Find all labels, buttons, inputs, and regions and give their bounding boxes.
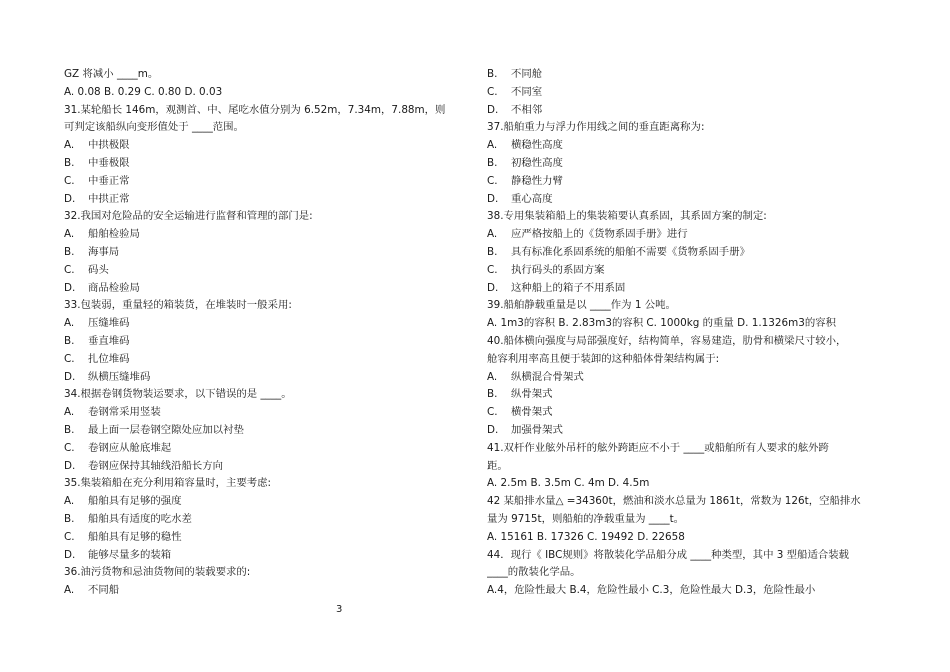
option-line	[64, 511, 474, 529]
option-letter: B.	[487, 156, 498, 169]
option-text: 船舶具有足够的稳性	[88, 530, 182, 543]
option-text: 纵横压缝堆码	[88, 370, 151, 383]
option-letter: D.	[64, 192, 76, 205]
option-letter: B.	[487, 68, 498, 80]
option-text: 扎位堆码	[88, 352, 130, 365]
option-letter: B.	[64, 156, 75, 169]
option-letter: C.	[487, 174, 498, 187]
option-letter: B.	[487, 245, 498, 258]
option-text: 中垂极限	[88, 156, 130, 169]
option-letter: A.	[64, 228, 75, 241]
option-text: 海事局	[88, 245, 120, 258]
option-text: 中拱正常	[88, 192, 130, 205]
option-text: 卷钢应保持其轴线沿船长方向	[88, 459, 224, 472]
question-line: 可判定该船纵向变形值处于 ____范围。	[64, 121, 244, 134]
option-letter: A.	[64, 139, 75, 152]
option-text: 具有标准化系固系统的船舶不需要《货物系固手册》	[511, 245, 750, 258]
option-text: 纵横混合骨架式	[511, 370, 584, 383]
question-line: 42 某船排水量△ =34360t，燃油和淡水总量为 1861t，常数为 126t，空船排水	[487, 495, 861, 508]
option-line	[487, 422, 887, 440]
option-line	[64, 351, 474, 369]
option-line	[487, 173, 887, 191]
option-letter: A.	[487, 139, 498, 152]
question-line: A. 1m3的容积 B. 2.83m3的容积 C. 1000kg 的重量 D. 1.1326m3的容积	[487, 317, 836, 330]
option-text: 垂直堆码	[88, 334, 130, 347]
option-line	[64, 173, 474, 191]
option-line	[487, 386, 887, 404]
option-line	[64, 155, 474, 173]
option-line	[64, 369, 474, 387]
question-line: 量为 9715t，则船舶的净载重量为 ____t。	[487, 512, 685, 525]
option-line	[64, 582, 474, 600]
option-line	[64, 404, 474, 422]
option-text: 压缝堆码	[88, 317, 130, 330]
option-text: 不同舱	[511, 68, 543, 80]
option-text: 不同室	[511, 85, 543, 98]
option-text: 船舶具有足够的强度	[88, 495, 182, 508]
option-line	[487, 280, 887, 298]
option-letter: A.	[487, 370, 498, 383]
option-text: 不同船	[88, 584, 120, 597]
option-line	[64, 458, 474, 476]
option-line	[64, 280, 474, 298]
option-line	[64, 529, 474, 547]
option-letter: D.	[64, 548, 76, 561]
question-line: GZ 将减小 ____m。	[64, 68, 159, 80]
option-letter: C.	[487, 406, 498, 419]
question-line: 35.集装箱船在充分利用箱容量时，主要考虑:	[64, 477, 272, 490]
option-text: 纵骨架式	[511, 388, 553, 401]
option-text: 应严格按船上的《货物系固手册》进行	[511, 228, 688, 241]
right-column	[487, 66, 887, 600]
option-text: 这种船上的箱子不用系固	[511, 281, 626, 294]
option-text: 中垂正常	[88, 174, 130, 187]
option-text: 卷钢应从舱底堆起	[88, 441, 172, 454]
option-letter: B.	[64, 423, 75, 436]
option-line	[64, 440, 474, 458]
question-line: A. 15161 B. 17326 C. 19492 D. 22658	[487, 530, 685, 543]
option-letter: D.	[487, 281, 499, 294]
option-letter: D.	[487, 423, 499, 436]
option-letter: C.	[64, 530, 75, 543]
option-line	[64, 191, 474, 209]
question-line: 32.我国对危险品的安全运输进行监督和管理的部门是:	[64, 210, 313, 223]
option-text: 横骨架式	[511, 406, 553, 419]
option-text: 码头	[88, 263, 109, 276]
option-line	[64, 493, 474, 511]
option-letter: C.	[64, 441, 75, 454]
left-column	[64, 66, 474, 600]
option-line	[64, 262, 474, 280]
question-line: 41.双杆作业舷外吊杆的舷外跨距应不小于 ____或船舶所有人要求的舷外跨	[487, 441, 829, 454]
option-letter: A.	[64, 406, 75, 419]
option-letter: A.	[64, 584, 75, 597]
option-line	[487, 244, 887, 262]
page-number: 3	[336, 604, 343, 615]
option-text: 不相邻	[511, 103, 543, 116]
option-text: 执行码头的系固方案	[511, 263, 605, 276]
option-letter: A.	[64, 495, 75, 508]
option-letter: B.	[64, 334, 75, 347]
option-line	[487, 226, 887, 244]
question-line: 37.船舶重力与浮力作用线之间的垂直距离称为:	[487, 121, 705, 134]
question-line: 40.船体横向强度与局部强度好，结构简单，容易建造，肋骨和横梁尺寸较小，	[487, 334, 847, 347]
question-line: 33.包装弱，重量轻的箱装货，在堆装时一般采用:	[64, 299, 292, 312]
option-line	[487, 191, 887, 209]
option-letter: C.	[64, 352, 75, 365]
option-letter: C.	[487, 263, 498, 276]
option-letter: B.	[64, 512, 75, 525]
option-line	[487, 369, 887, 387]
question-line: 舱容利用率高且便于装卸的这种船体骨架结构属于:	[487, 352, 720, 365]
question-line: 36.油污货物和忌油货物间的装载要求的:	[64, 566, 251, 579]
option-letter: C.	[64, 174, 75, 187]
option-text: 中拱极限	[88, 139, 130, 152]
option-line	[64, 244, 474, 262]
option-text: 能够尽量多的装箱	[88, 548, 172, 561]
option-letter: D.	[487, 103, 499, 116]
option-line	[487, 66, 887, 84]
question-line: A.4，危险性最大 B.4，危险性最小 C.3，危险性最大 D.3，危险性最小	[487, 584, 816, 597]
option-line	[487, 155, 887, 173]
option-letter: A.	[64, 317, 75, 330]
question-line: 34.根据卷钢货物装运要求，以下错误的是 ____。	[64, 388, 292, 401]
option-letter: C.	[64, 263, 75, 276]
option-text: 初稳性高度	[511, 156, 563, 169]
option-text: 横稳性高度	[511, 139, 563, 152]
option-text: 商品检验局	[88, 281, 140, 294]
option-text: 卷钢常采用竖装	[88, 406, 161, 419]
option-line	[64, 547, 474, 565]
question-line: A. 0.08 B. 0.29 C. 0.80 D. 0.03	[64, 85, 223, 98]
option-letter: D.	[487, 192, 499, 205]
option-line	[487, 102, 887, 120]
option-line	[487, 84, 887, 102]
question-line: 31.某轮船长 146m，观测首、中、尾吃水值分别为 6.52m，7.34m，7.88m，则	[64, 103, 446, 116]
option-line	[64, 137, 474, 155]
option-text: 重心高度	[511, 192, 553, 205]
option-line	[487, 137, 887, 155]
option-letter: D.	[64, 281, 76, 294]
option-letter: B.	[64, 245, 75, 258]
question-line: ____的散装化学品。	[487, 566, 581, 579]
option-line	[64, 226, 474, 244]
question-line: 38.专用集装箱船上的集装箱要认真系固，其系固方案的制定:	[487, 210, 767, 223]
option-line	[487, 262, 887, 280]
option-line	[64, 333, 474, 351]
option-text: 加强骨架式	[511, 423, 563, 436]
option-text: 最上面一层卷钢空隙处应加以衬垫	[88, 423, 244, 436]
question-line: 39.船舶静载重量是以 ____作为 1 公吨。	[487, 299, 676, 312]
option-text: 船舶具有适度的吃水差	[88, 512, 192, 525]
option-letter: B.	[487, 388, 498, 401]
question-line: A. 2.5m B. 3.5m C. 4m D. 4.5m	[487, 477, 650, 490]
option-text: 船舶检验局	[88, 228, 140, 241]
option-line	[64, 422, 474, 440]
option-letter: D.	[64, 370, 76, 383]
option-letter: C.	[487, 85, 498, 98]
question-line: 44．现行《 IBC规则》将散装化学品船分成 ____种类型，其中 3 型船适合装载	[487, 548, 850, 561]
question-line: 距。	[487, 459, 508, 472]
option-line	[64, 315, 474, 333]
option-text: 静稳性力臂	[511, 174, 563, 187]
option-letter: A.	[487, 228, 498, 241]
option-letter: D.	[64, 459, 76, 472]
option-line	[487, 404, 887, 422]
